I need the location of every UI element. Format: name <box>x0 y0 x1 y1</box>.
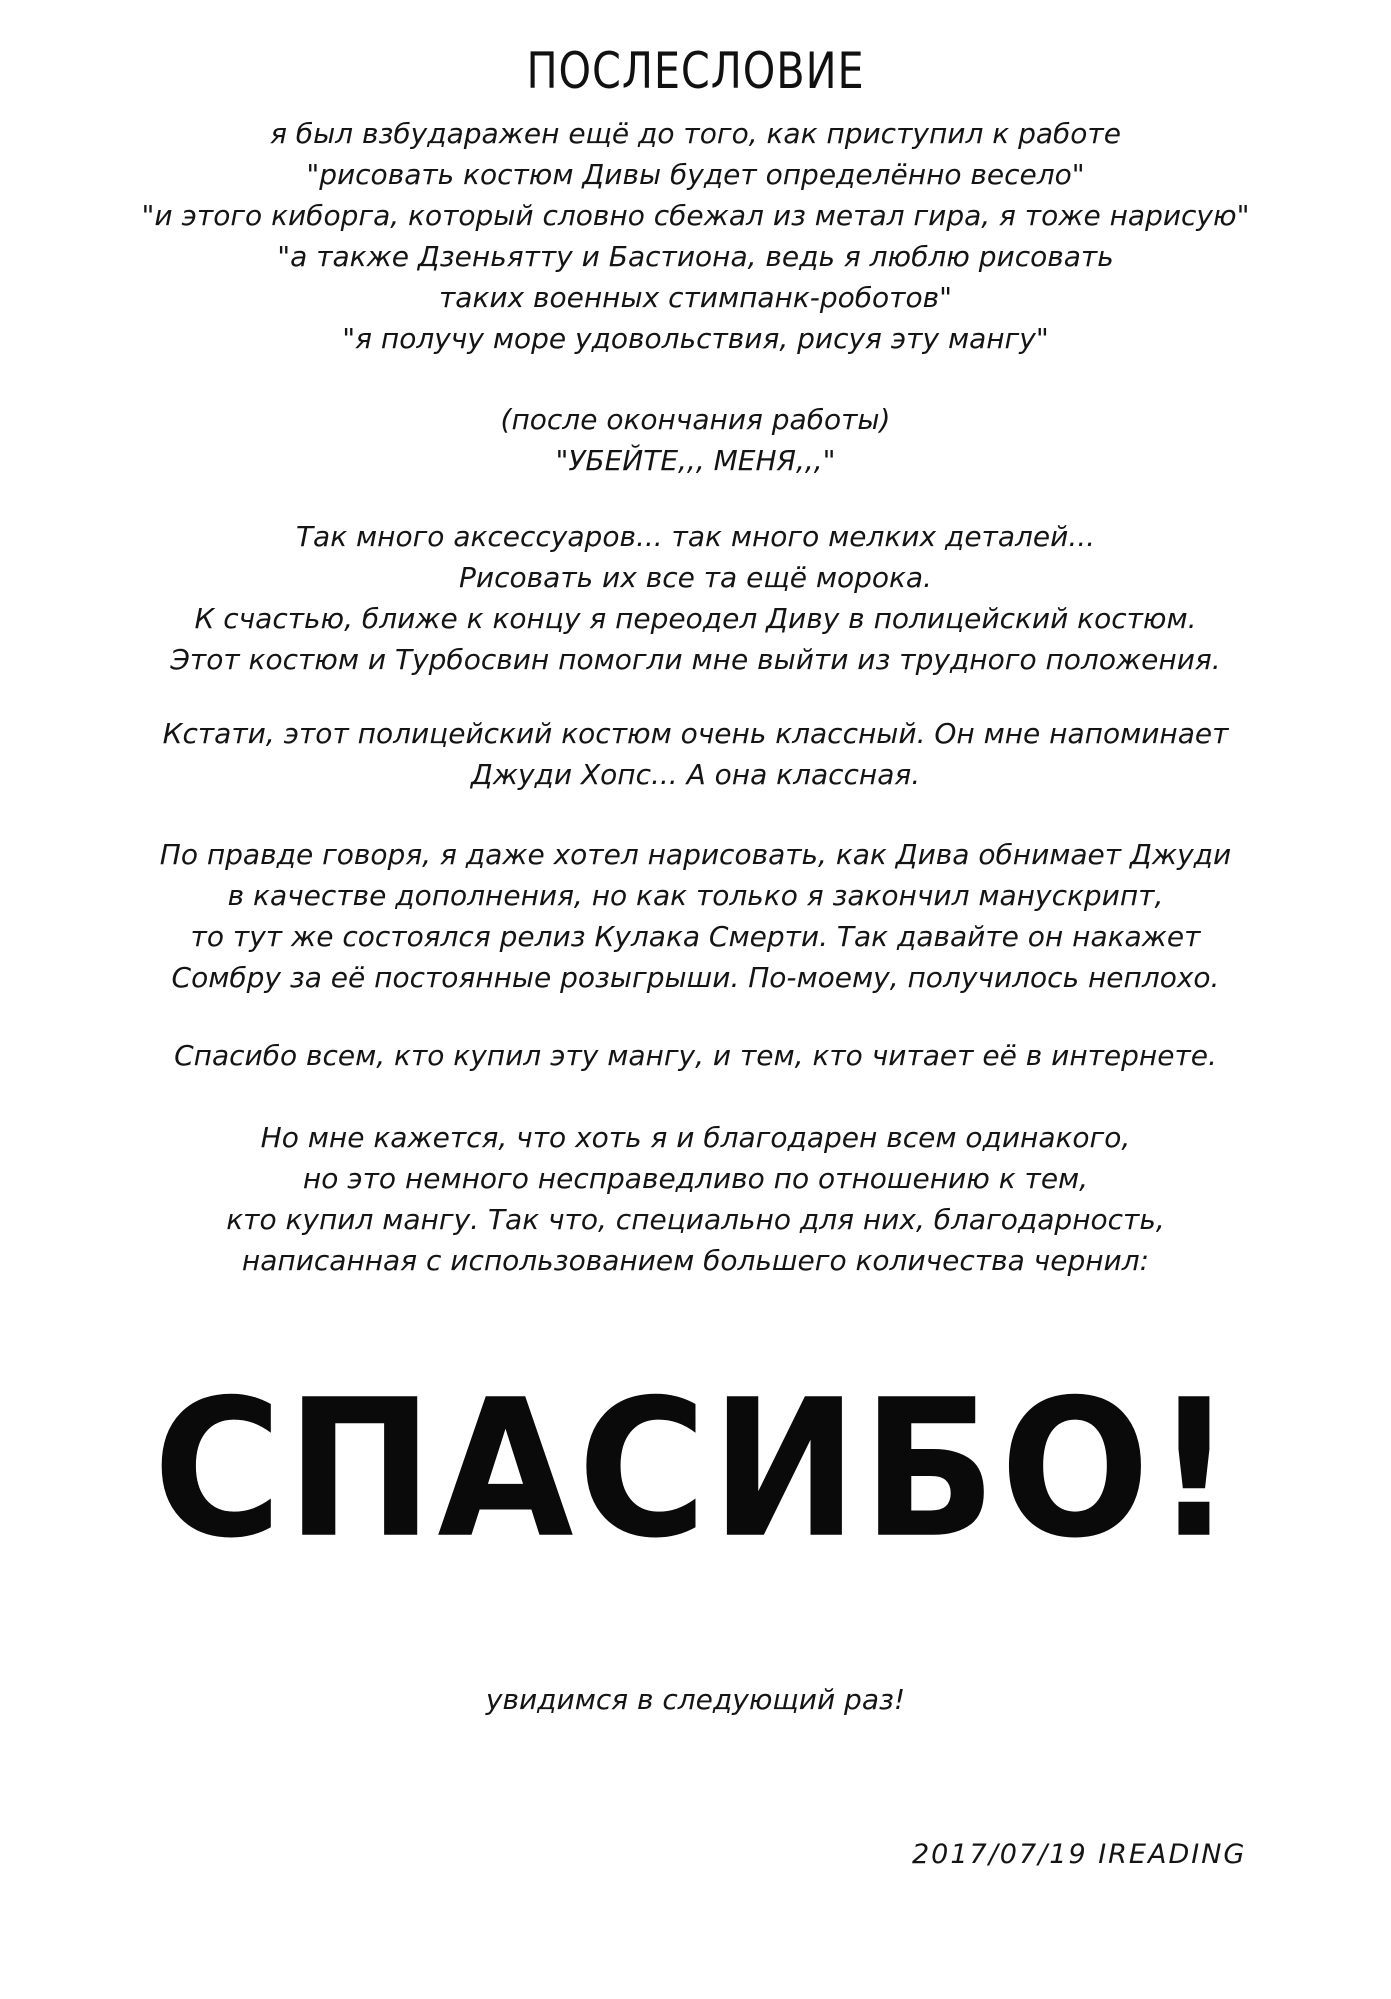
text-line: Но мне кажется, что хоть я и благодарен всем одинакого, <box>260 1121 1131 1154</box>
paragraph-police-costume <box>0 713 1391 795</box>
date-signature: 2017/07/19 IREADING <box>912 1839 1247 1870</box>
text-line: Сомбру за её постоянные розыгрыши. По-моему, получилось неплохо. <box>171 961 1220 994</box>
text-line: Кстати, этот полицейский костюм очень классный. Он мне напоминает <box>162 717 1229 750</box>
paragraph-after-work <box>0 399 1391 481</box>
paragraph-to-tell-the-truth <box>0 834 1391 998</box>
big-thanks-heading: СПАСИБО! <box>152 1358 1239 1581</box>
text-line: написанная с использованием большего количества чернил: <box>241 1244 1150 1277</box>
paragraph-more-ink <box>0 1117 1391 1281</box>
text-line: в качестве дополнения, но как только я закончил манускрипт, <box>227 879 1164 912</box>
text-line: кто купил мангу. Так что, специально для них, благодарность, <box>226 1203 1165 1236</box>
text-line: "и этого киборга, который словно сбежал из метал гира, я тоже нарисую" <box>141 199 1250 232</box>
text-line: Так много аксессуаров... так много мелких деталей... <box>295 520 1096 553</box>
see-you-text: увидимся в следующий раз! <box>485 1683 906 1716</box>
text-line: "я получу море удовольствия, рисуя эту мангу" <box>342 322 1049 355</box>
text-line: "а также Дзеньятту и Бастиона, ведь я люблю рисовать <box>277 240 1114 273</box>
text-line: Этот костюм и Турбосвин помогли мне выйти из трудного положения. <box>170 643 1221 676</box>
text-line: Спасибо всем, кто купил эту мангу, и тем, кто читает её в интернете. <box>174 1039 1217 1072</box>
text-line: (после окончания работы) <box>500 403 891 436</box>
text-line: то тут же состоялся релиз Кулака Смерти. Так давайте он накажет <box>190 920 1201 953</box>
text-line: "УБЕЙТЕ,,, МЕНЯ,,," <box>555 444 836 477</box>
text-line: К счастью, ближе к концу я переодел Диву в полицейский костюм. <box>194 602 1197 635</box>
text-line: По правде говоря, я даже хотел нарисовать, как Дива обнимает Джуди <box>159 838 1232 871</box>
paragraph-thanks-readers <box>0 1035 1391 1076</box>
text-line: я был взбударажен ещё до того, как приступил к работе <box>270 117 1121 150</box>
text-line: таких военных стимпанк-роботов" <box>438 281 953 314</box>
text-line: "рисовать костюм Дивы будет определённо весело" <box>306 158 1085 191</box>
text-line: но это немного несправедливо по отношению к тем, <box>302 1162 1089 1195</box>
text-line: Джуди Хопс... А она классная. <box>470 758 921 791</box>
paragraph-intro <box>0 113 1391 359</box>
page-title: ПОСЛЕСЛОВИЕ <box>526 42 865 100</box>
text-line: Рисовать их все та ещё морока. <box>459 561 932 594</box>
paragraph-accessories <box>0 516 1391 680</box>
